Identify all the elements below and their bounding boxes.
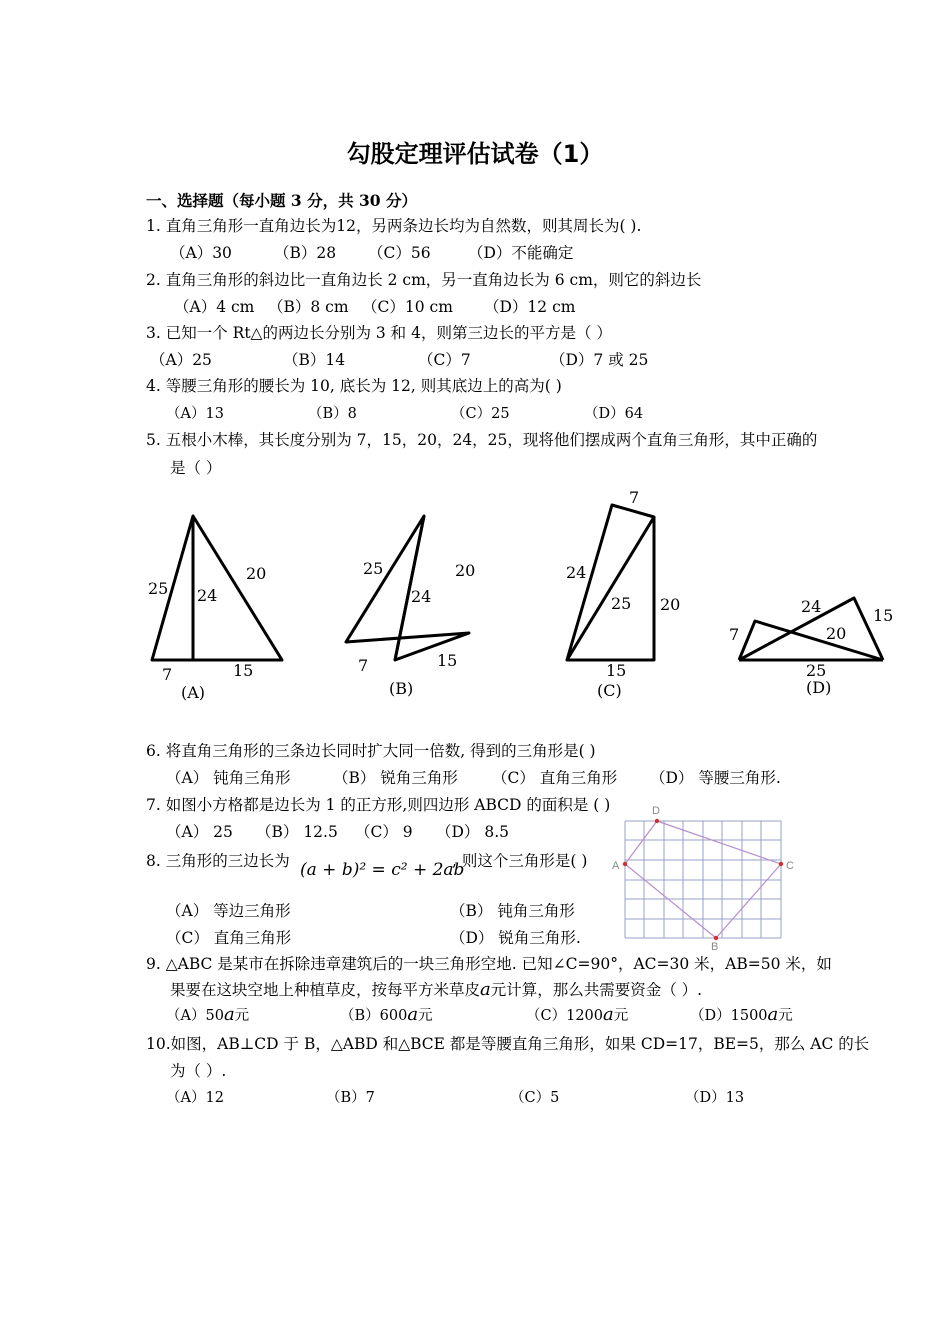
question-3-option-d: （D）7 或 25: [550, 351, 649, 369]
question-7-option-a: （A） 25: [166, 823, 233, 841]
figure-c-label-bottom: 15: [606, 661, 627, 680]
question-3-option-a: （A）25: [150, 351, 212, 369]
figure-b-label-left: 25: [363, 559, 384, 578]
question-8-option-a: （A） 等边三角形: [166, 902, 291, 920]
figure-b-label-mid: 24: [411, 587, 432, 606]
figure-d-caption: (D): [806, 678, 832, 697]
figure-d-label-20: 20: [826, 624, 847, 643]
question-9-stem-cont: [170, 980, 702, 1000]
question-8-option-d: （D） 锐角三角形.: [450, 929, 581, 947]
question-2-stem: 2. 直角三角形的斜边比一直角边长 2 cm，另一直角边长为 6 cm，则它的斜边长: [146, 271, 702, 289]
question-8-option-b: （B） 钝角三角形: [450, 902, 575, 920]
question-9-option-c-var: a: [603, 1004, 614, 1025]
point-b-label: B: [711, 941, 719, 950]
question-1-option-c: （C）56: [368, 244, 431, 262]
figure-c-label-left: 24: [566, 563, 587, 582]
question-7-option-b: （B） 12.5: [256, 823, 338, 841]
figure-b-label-bottom-right: 15: [437, 651, 458, 670]
question-6-option-c: （C） 直角三角形: [492, 769, 618, 787]
figure-d-label-7: 7: [729, 625, 740, 644]
question-9-option-a: [166, 1005, 249, 1026]
question-8-formula: (a + b)² = c² + 2ab: [300, 860, 465, 880]
figure-c-label-right: 20: [660, 595, 681, 614]
point-c-label: C: [786, 860, 794, 872]
question-10-stem-cont: 为（ ）.: [170, 1062, 227, 1080]
question-6-stem: 6. 将直角三角形的三条边长同时扩大同一倍数, 得到的三角形是( ): [146, 742, 596, 760]
question-9-option-b: [340, 1005, 433, 1026]
question-9-option-a-var: a: [223, 1004, 235, 1025]
question-9-option-a-unit: 元: [234, 1008, 250, 1024]
question-5-stem: 5. 五根小木棒，其长度分别为 7，15，20，24，25，现将他们摆成两个直角三角形，其中正确的: [146, 431, 818, 449]
question-4-option-c: （C）25: [451, 406, 510, 422]
page-title: 勾股定理评估试卷（1）: [346, 140, 604, 168]
figure-d-label-25: 25: [806, 661, 827, 680]
question-7-option-c: （C） 9: [355, 823, 413, 841]
point-d-label: D: [652, 805, 660, 817]
question-1-option-a: （A）30: [170, 244, 232, 262]
question-9-option-a-value: （A）50: [166, 1008, 224, 1024]
point-d: [655, 819, 659, 823]
question-4-option-b: （B）8: [308, 406, 357, 422]
question-5-figures: [0, 480, 950, 710]
point-b: [714, 936, 718, 940]
question-7-grid-figure: [600, 800, 810, 950]
figure-c-label-top: 7: [629, 488, 640, 507]
question-10-option-c: （C）5: [510, 1090, 560, 1106]
question-10-option-d: （D）13: [685, 1090, 745, 1106]
figure-b-caption: (B): [389, 679, 414, 698]
figure-a-label-right: 20: [246, 564, 267, 583]
question-8-stem-pre: 8. 三角形的三边长为: [146, 852, 290, 870]
question-9-stem-cont-pre: 果要在这块空地上种植草皮，按每平方米草皮: [170, 981, 481, 999]
figure-c-caption: (C): [597, 681, 622, 700]
question-6-option-d: （D） 等腰三角形.: [650, 769, 781, 787]
question-9-option-d-value: （D）1500: [690, 1008, 768, 1024]
figure-d-label-15: 15: [873, 606, 894, 625]
figure-c-diagonal: [567, 517, 654, 660]
figure-d-label-24: 24: [801, 597, 822, 616]
question-1-stem: 1. 直角三角形一直角边长为12，另两条边长均为自然数，则其周长为( ).: [146, 217, 642, 235]
question-4-option-d: （D）64: [584, 406, 644, 422]
figure-b-label-bottom-left: 7: [358, 656, 369, 675]
question-9-option-c: [526, 1005, 628, 1026]
question-10-option-b: （B）7: [326, 1090, 375, 1106]
question-6-option-b: （B） 锐角三角形: [333, 769, 458, 787]
question-3-option-b: （B）14: [283, 351, 346, 369]
figure-a-label-mid: 24: [197, 586, 218, 605]
figure-a-caption: (A): [181, 683, 206, 702]
question-3-option-c: （C）7: [418, 351, 471, 369]
question-9-option-d-unit: 元: [778, 1008, 793, 1024]
question-7-option-d: （D） 8.5: [436, 823, 510, 841]
question-2-option-a: （A）4 cm: [174, 298, 255, 316]
question-3-stem: 3. 已知一个 Rt△的两边长分别为 3 和 4，则第三边长的平方是（ ）: [146, 324, 612, 342]
question-4-stem: 4. 等腰三角形的腰长为 10, 底长为 12, 则其底边上的高为( ): [146, 377, 562, 395]
question-5-stem-cont: 是（ ）: [170, 459, 222, 477]
question-9-variable: a: [480, 979, 491, 1000]
question-4-option-a: （A）13: [166, 406, 224, 422]
question-9-option-b-var: a: [407, 1004, 419, 1025]
figure-a-label-bottom-right: 15: [233, 661, 254, 680]
question-1-option-d: （D）不能确定: [468, 244, 574, 262]
question-9-option-d: [690, 1005, 793, 1026]
question-9-option-d-var: a: [767, 1004, 779, 1025]
question-9-option-c-unit: 元: [613, 1008, 629, 1024]
question-10-option-a: （A）12: [166, 1090, 224, 1106]
figure-d-triangle-2: [739, 621, 883, 660]
question-6-option-a: （A） 钝角三角形: [166, 769, 291, 787]
question-7-stem: 7. 如图小方格都是边长为 1 的正方形,则四边形 ABCD 的面积是 ( ): [146, 796, 611, 814]
question-2-option-c: （C）10 cm: [362, 298, 453, 316]
point-c: [779, 862, 783, 866]
question-9-option-b-unit: 元: [418, 1008, 433, 1024]
question-2-option-d: （D）12 cm: [484, 298, 576, 316]
question-9-option-c-value: （C）1200: [526, 1008, 603, 1024]
question-8-option-c: （C） 直角三角形: [166, 929, 292, 947]
question-9-option-b-value: （B）600: [340, 1008, 408, 1024]
figure-b-label-right: 20: [455, 561, 476, 580]
question-1-option-b: （B）28: [274, 244, 337, 262]
point-a-label: A: [612, 860, 620, 872]
question-9-stem: 9. △ABC 是某市在拆除违章建筑后的一块三角形空地. 已知∠C=90°，AC=30 米，AB=50 米，如: [146, 955, 832, 973]
figure-a-label-left: 25: [148, 579, 169, 598]
section-heading: 一、选择题（每小题 3 分，共 30 分）: [146, 191, 417, 210]
figure-a-label-bottom-left: 7: [162, 665, 173, 684]
question-10-stem: 10.如图，AB⊥CD 于 B，△ABD 和△BCE 都是等腰直角三角形，如果 CD=17，BE=5，那么 AC 的长: [146, 1035, 870, 1053]
question-2-option-b: （B）8 cm: [268, 298, 349, 316]
question-9-stem-cont-post: 元计算，那么共需要资金（ ）.: [490, 981, 703, 999]
figure-c-label-diagonal: 25: [611, 594, 632, 613]
point-a: [623, 862, 627, 866]
question-8-stem-post: , 则这个三角形是( ): [452, 852, 588, 870]
figure-b-outline: [346, 516, 469, 660]
